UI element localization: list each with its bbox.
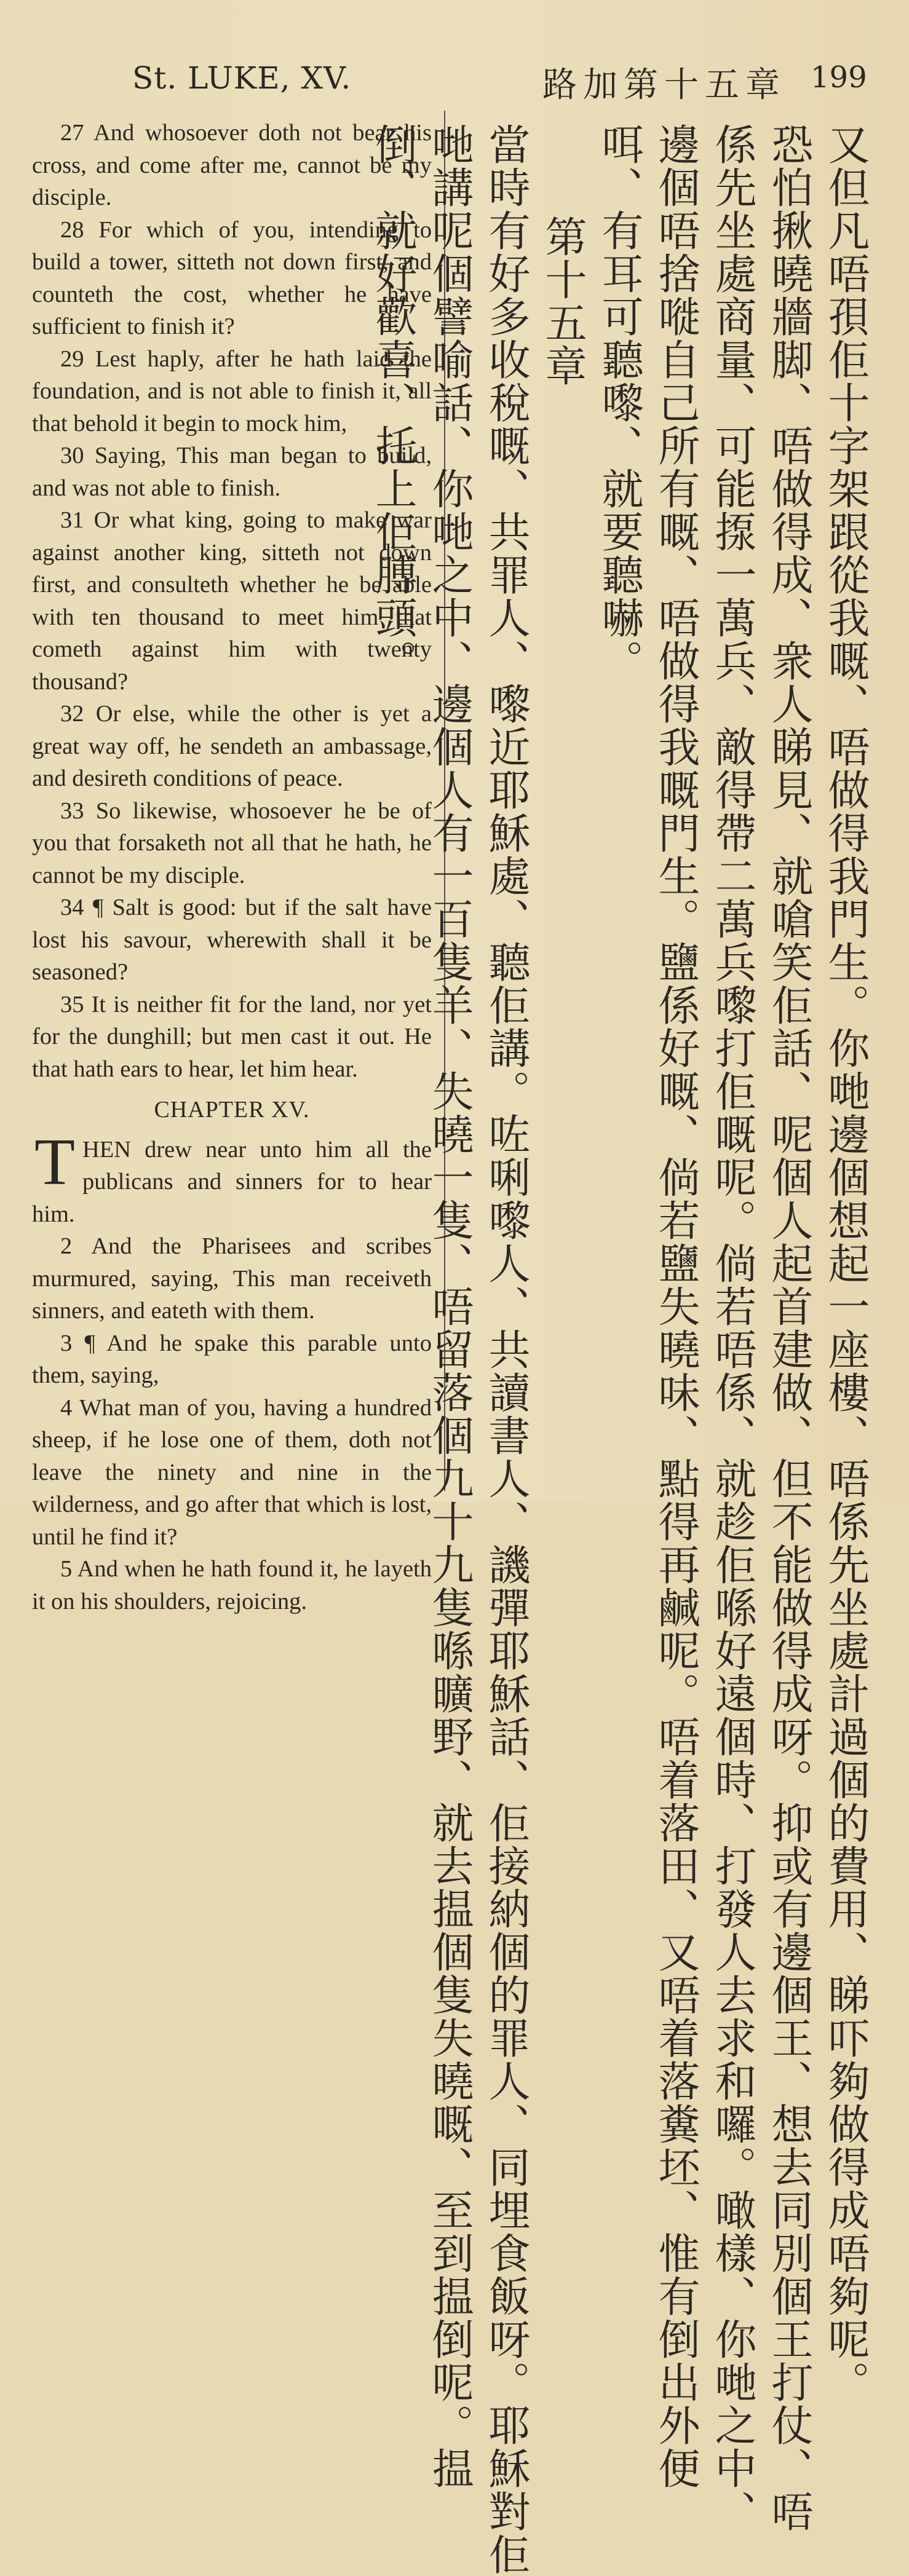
drop-cap: T [34,1125,75,1199]
chapter-heading-english: CHAPTER XV. [154,1097,310,1123]
chinese-column-5: 咡、有耳可聽嚟、就要聽嚇。 [595,123,643,682]
english-running-title: St. LUKE, XV. [132,60,352,96]
page-header [0,0,909,105]
verse-30: 30 Saying, This man began to build, and was not able to finish. [32,443,432,501]
page-number: 199 [811,60,867,95]
verse-34: 34 ¶ Salt is good: but if the salt have lost his savour, wherewith shall it be seasoned? [32,895,432,985]
chinese-column-6: 當時有好多收稅嘅、共罪人、嚟近耶穌處、聽佢講。咗唎嚟人、共讀書人、譏彈耶穌話、佢接納個的罪人、同埋食飯呀。耶穌對佢 [482,123,530,2576]
chinese-column-8: 倒、就好歡喜、托上佢膊頭。 [368,123,417,682]
chapter-15-verse-5: 5 And when he hath found it, he layeth it on his shoulders, rejoicing. [32,1556,432,1614]
chapter-heading-chinese: 第十五章 [538,215,587,387]
verse-35: 35 It is neither fit for the land, nor yet for the dunghill; but men cast it out. He that hath ears to hear, let him hear. [32,991,432,1082]
verse-29: 29 Lest haply, after he hath laid the foundation, and is not able to finish it, all that behold it begin to mock him, [32,346,432,437]
chinese-column-4: 邊個唔捨嘥自己所有嘅、唔做得我嘅門生。鹽係好嘅、倘若鹽失曉味、點得再鹹呢。唔着落田、又唔着落糞坯、惟有倒出外便 [651,123,700,2490]
chapter-15-verse-4: 4 What man of you, having a hundred sheep, if he lose one of them, doth not leave the ninety and nine in the wilderness, and go after that which is lost, until he find it? [32,1394,432,1550]
verse-33: 33 So likewise, whosoever he be of you that forsaketh not all that he hath, he cannot be my disciple. [32,797,432,888]
chinese-running-title: 路加第十五章 [542,65,786,105]
verse-1-text: HEN drew near unto him all the publicans and sinners for to hear him. [32,1136,432,1227]
verse-28: 28 For which of you, intending to build a tower, sitteth not down first, and counteth the cost, whether he have sufficient to finish it? [32,216,432,339]
chinese-column-3: 係先坐處商量、可能揼一萬兵、敵得帶二萬兵嚟打佢嘅呢。倘若唔係、就趁佢喺好遠個時、打發人去求和囉。噉樣、你哋之中、 [708,123,756,2533]
verse-31: 31 Or what king, going to make war against another king, sitteth not down first, and consulteth whether he be able with ten thousand to meet him that cometh against him with twenty thousand? [32,507,432,695]
chapter-15-verse-3: 3 ¶ And he spake this parable unto them, saying, [32,1330,432,1388]
chapter-15-verse-2: 2 And the Pharisees and scribes murmured, saying, This man receiveth sinners, and eateth with them. [32,1233,432,1324]
chinese-column-7: 哋講呢個譬喻話、你哋之中、邊個人有一百隻羊、失曉一隻、唔留落個九十九隻喺曠野、就去揾個隻失曉嘅、至到揾倒呢。揾 [425,123,474,2490]
chinese-column-2: 恐怕揪曉牆脚、唔做得成、衆人睇見、就嗆笑佢話、呢個人起首建做、但不能做得成呀。抑或有邊個王、想去同別個王打仗、唔 [764,123,813,2533]
verse-27: 27 And whosoever doth not bear his cross, and come after me, cannot be my disciple. [32,120,432,210]
chinese-column-1: 又但凡唔孭佢十字架跟從我嘅、唔做得我門生。你哋邊個想起一座樓、唔係先坐處計過個的費用、睇吓夠做得成唔夠呢。 [821,123,870,2404]
verse-32: 32 Or else, while the other is yet a great way off, he sendeth an ambassage, and desireth conditions of peace. [32,701,432,791]
chinese-text-column [368,123,873,2576]
